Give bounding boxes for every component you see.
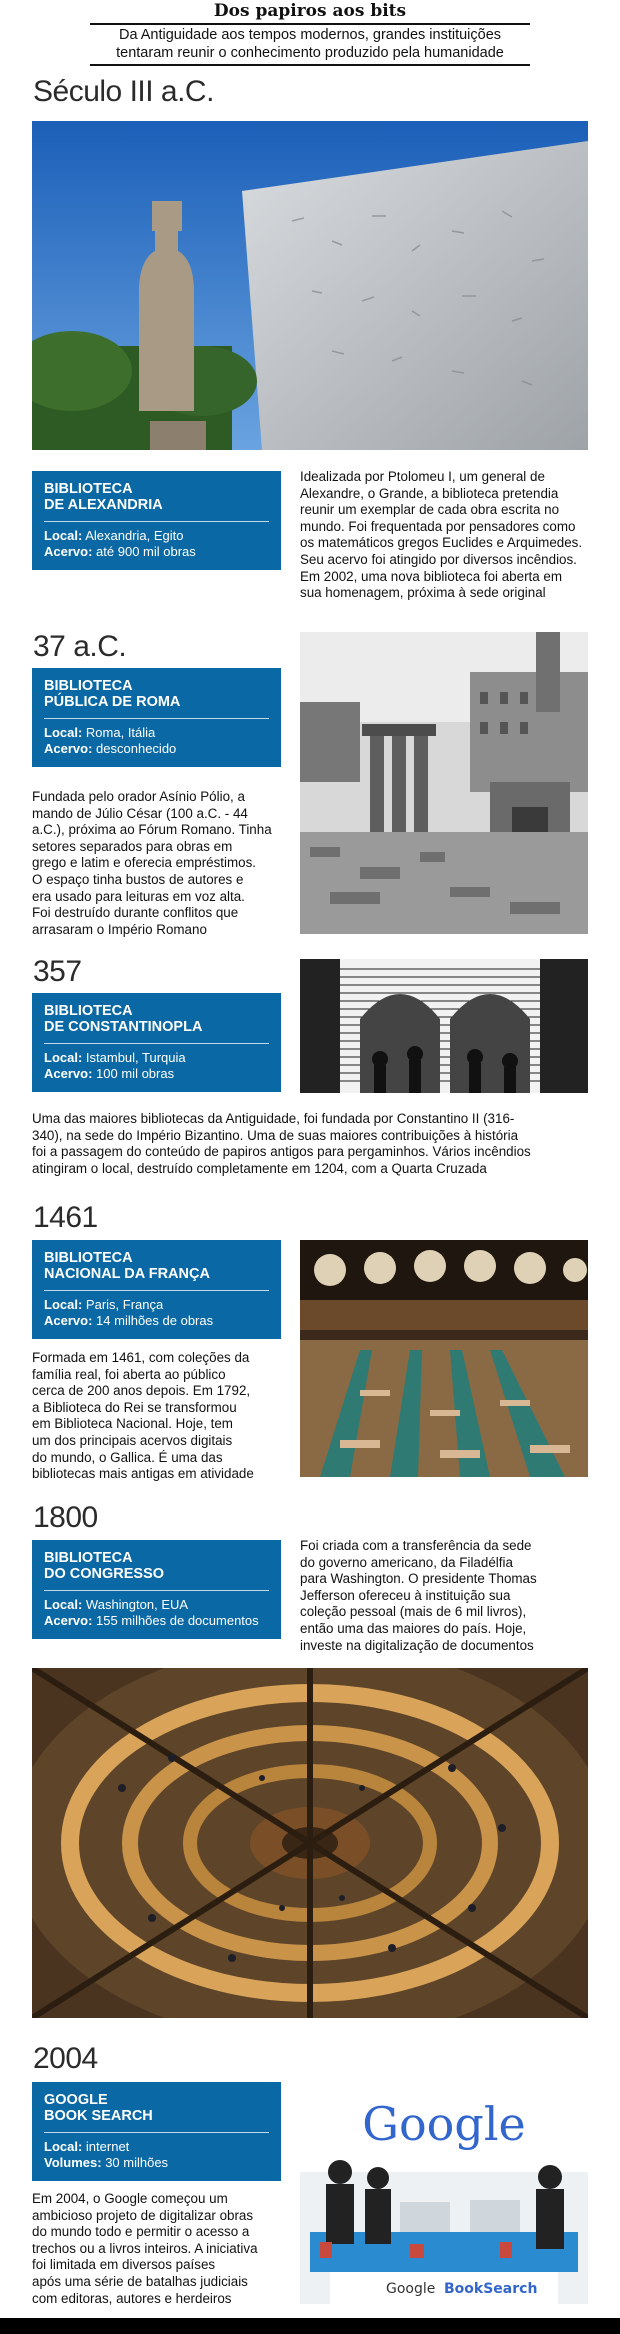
desc-line: com editoras, autores e herdeiros xyxy=(32,2290,232,2306)
label: Local: xyxy=(44,2139,83,2154)
card-name xyxy=(44,1550,269,1582)
value: 30 milhões xyxy=(105,2155,169,2170)
google-sign-text-b: BookSearch xyxy=(444,2281,538,2297)
value: Roma, Itália xyxy=(85,725,156,740)
page-title: Dos papiros aos bits xyxy=(213,1,407,21)
card-divider xyxy=(44,718,269,719)
card-local xyxy=(44,528,269,544)
google-sign-text-a: Google xyxy=(386,2281,436,2297)
value: 14 milhões de obras xyxy=(96,1313,214,1328)
desc-line: mando de Júlio César (100 a.C. - 44 xyxy=(32,805,248,821)
era-heading: Século III a.C. xyxy=(33,75,214,108)
label: Acervo: xyxy=(44,544,93,559)
era-heading: 2004 xyxy=(33,2042,98,2075)
card-local xyxy=(44,725,269,741)
desc-line: do governo americano, da Filadélfia xyxy=(300,1554,513,1570)
card-volumes xyxy=(44,2155,269,2171)
value: Alexandria, Egito xyxy=(85,528,184,543)
card-divider xyxy=(44,1590,269,1591)
desc-line: Uma das maiores bibliotecas da Antiguidade, foi fundada por Constantino II (316- xyxy=(32,1111,515,1126)
card-local xyxy=(44,1597,269,1613)
label: Local: xyxy=(44,725,83,740)
desc-line: Alexandre, o Grande, a biblioteca pretendia xyxy=(300,485,559,501)
card-divider xyxy=(44,1290,269,1291)
roma-photo xyxy=(300,632,588,934)
desc-line: Seu acervo foi atingido por diversos incêndios. xyxy=(300,551,577,567)
card-acervo xyxy=(44,1313,269,1329)
card-acervo xyxy=(44,1613,269,1629)
desc-line: setores separados para obras em xyxy=(32,838,233,854)
card-name xyxy=(44,481,269,513)
desc-line: para Washington. O presidente Thomas xyxy=(300,1571,537,1587)
desc-line: sua homenagem, próxima à sede original xyxy=(300,585,546,601)
google-logo-text: Google xyxy=(362,2097,526,2151)
desc-line: em Biblioteca Nacional. Hoje, tem xyxy=(32,1416,233,1432)
card-divider xyxy=(44,2132,269,2133)
desc-line: a Biblioteca do Rei se transformou xyxy=(32,1399,237,1415)
card-name-line: BIBLIOTECA xyxy=(44,678,133,694)
desc-line: atingiram o local, destruído completamente em 1204, com a Quarta Cruzada xyxy=(32,1160,487,1176)
page-subtitle xyxy=(0,26,620,62)
desc-line: Foi criada com a transferência da sede xyxy=(300,1538,532,1553)
label: Acervo: xyxy=(44,741,93,756)
description-alexandria xyxy=(300,469,600,602)
label: Local: xyxy=(44,1050,83,1065)
desc-line: foi a passagem do conteúdo de papiros antigos para pergaminhos. Vários incêndios xyxy=(32,1144,531,1160)
info-card-roma xyxy=(32,668,281,767)
card-name-line: DE ALEXANDRIA xyxy=(44,497,163,513)
label: Local: xyxy=(44,528,83,543)
info-card-congresso xyxy=(32,1540,281,1639)
desc-line: trechos ou a livros inteiros. A iniciativa xyxy=(32,2240,258,2256)
desc-line: arrasaram o Império Romano xyxy=(32,921,207,937)
value: 100 mil obras xyxy=(96,1066,175,1081)
desc-line: grego e latim e oferecia empréstimos. xyxy=(32,855,257,871)
info-card-franca xyxy=(32,1240,281,1339)
label: Local: xyxy=(44,1597,83,1612)
card-name-line: BIBLIOTECA xyxy=(44,1550,133,1566)
desc-line: Formada em 1461, com coleções da xyxy=(32,1350,250,1365)
franca-photo xyxy=(300,1240,588,1477)
era-heading: 1461 xyxy=(33,1201,98,1234)
desc-line: O espaço tinha bustos de autores e xyxy=(32,871,244,887)
card-name xyxy=(44,1250,269,1282)
congresso-photo xyxy=(32,1668,588,2018)
era-heading: 1800 xyxy=(33,1501,98,1534)
card-local xyxy=(44,1050,269,1066)
card-name-line: PÚBLICA DE ROMA xyxy=(44,694,181,710)
card-name-line: BIBLIOTECA xyxy=(44,481,133,497)
card-name-line: BOOK SEARCH xyxy=(44,2108,153,2124)
era-heading: 37 a.C. xyxy=(33,630,127,663)
desc-line: 340), na sede do Império Bizantino. Uma de suas maiores contribuições à história xyxy=(32,1127,519,1143)
info-card-alexandria xyxy=(32,471,281,570)
desc-line: Idealizada por Ptolomeu I, um general de xyxy=(300,469,545,484)
header-rule-top xyxy=(90,23,530,25)
header-rule-bottom xyxy=(90,64,530,66)
description-constantinopla xyxy=(32,1111,592,1177)
desc-line: os matemáticos gregos Euclides e Arquimedes. xyxy=(300,535,583,551)
card-name-line: BIBLIOTECA xyxy=(44,1003,133,1019)
desc-line: mundo. Foi frequentada por pensadores como xyxy=(300,518,576,534)
desc-line: foi limitada em diversos países xyxy=(32,2257,216,2273)
card-name-line: DO CONGRESSO xyxy=(44,1566,165,1582)
card-divider xyxy=(44,521,269,522)
desc-line: ambicioso projeto de digitalizar obras xyxy=(32,2207,254,2223)
label: Volumes: xyxy=(44,2155,102,2170)
desc-line: Em 2004, o Google começou um xyxy=(32,2191,228,2206)
card-acervo xyxy=(44,1066,269,1082)
card-local xyxy=(44,1297,269,1313)
desc-line: do mundo todo e permitir o acesso a xyxy=(32,2224,250,2240)
desc-line: família real, foi aberta ao público xyxy=(32,1366,226,1382)
card-acervo xyxy=(44,544,269,560)
description-franca xyxy=(32,1350,292,1483)
desc-line: investe na digitalização de documentos xyxy=(300,1637,534,1653)
label: Acervo: xyxy=(44,1066,93,1081)
desc-line: então uma das maiores do país. Hoje, xyxy=(300,1620,527,1636)
subtitle-line: tentaram reunir o conhecimento produzido pela humanidade xyxy=(116,45,504,61)
desc-line: Fundada pelo orador Asínio Pólio, a xyxy=(32,789,245,804)
desc-line: Foi destruído durante conflitos que xyxy=(32,905,239,921)
card-name-line: GOOGLE xyxy=(44,2092,108,2108)
label: Acervo: xyxy=(44,1613,93,1628)
constantinopla-engraving xyxy=(300,959,588,1093)
desc-line: Jefferson ofereceu à instituição sua xyxy=(300,1587,511,1603)
card-acervo xyxy=(44,741,269,757)
desc-line: reunir um exemplar de cada obra escrita no xyxy=(300,502,560,518)
value: desconhecido xyxy=(96,741,177,756)
desc-line: do mundo, o Gallica. É uma das xyxy=(32,1449,223,1465)
info-card-constantinopla xyxy=(32,993,281,1092)
desc-line: Em 2002, uma nova biblioteca foi aberta em xyxy=(300,568,563,584)
value: 155 milhões de documentos xyxy=(96,1613,259,1628)
label: Local: xyxy=(44,1297,83,1312)
desc-line: era usado para leituras em voz alta. xyxy=(32,888,245,904)
card-local xyxy=(44,2139,269,2155)
desc-line: um dos principais acervos digitais xyxy=(32,1432,233,1448)
description-roma xyxy=(32,789,292,938)
alexandria-photo xyxy=(32,121,588,450)
card-name-line: DE CONSTANTINOPLA xyxy=(44,1019,203,1035)
desc-line: coleção pessoal (mais de 6 mil livros), xyxy=(300,1604,527,1620)
description-congresso xyxy=(300,1538,600,1654)
card-divider xyxy=(44,1043,269,1044)
era-heading: 357 xyxy=(33,955,82,988)
value: Washington, EUA xyxy=(85,1597,189,1612)
desc-line: bibliotecas mais antigas em atividade xyxy=(32,1466,254,1482)
info-card-google xyxy=(32,2082,281,2181)
bottom-bar xyxy=(0,2318,620,2334)
desc-line: cerca de 200 anos depois. Em 1792, xyxy=(32,1383,251,1399)
card-name xyxy=(44,1003,269,1035)
value: até 900 mil obras xyxy=(96,544,196,559)
value: Istambul, Turquia xyxy=(85,1050,186,1065)
label: Acervo: xyxy=(44,1313,93,1328)
description-google xyxy=(32,2191,292,2307)
card-name-line: NACIONAL DA FRANÇA xyxy=(44,1266,210,1282)
google-photo xyxy=(300,2082,588,2304)
desc-line: após uma série de batalhas judiciais xyxy=(32,2273,248,2289)
value: internet xyxy=(85,2139,130,2154)
card-name xyxy=(44,678,269,710)
card-name xyxy=(44,2092,269,2124)
card-name-line: BIBLIOTECA xyxy=(44,1250,133,1266)
value: Paris, França xyxy=(85,1297,164,1312)
desc-line: a.C.), próxima ao Fórum Romano. Tinha xyxy=(32,822,272,838)
subtitle-line: Da Antiguidade aos tempos modernos, grandes instituições xyxy=(118,27,502,43)
